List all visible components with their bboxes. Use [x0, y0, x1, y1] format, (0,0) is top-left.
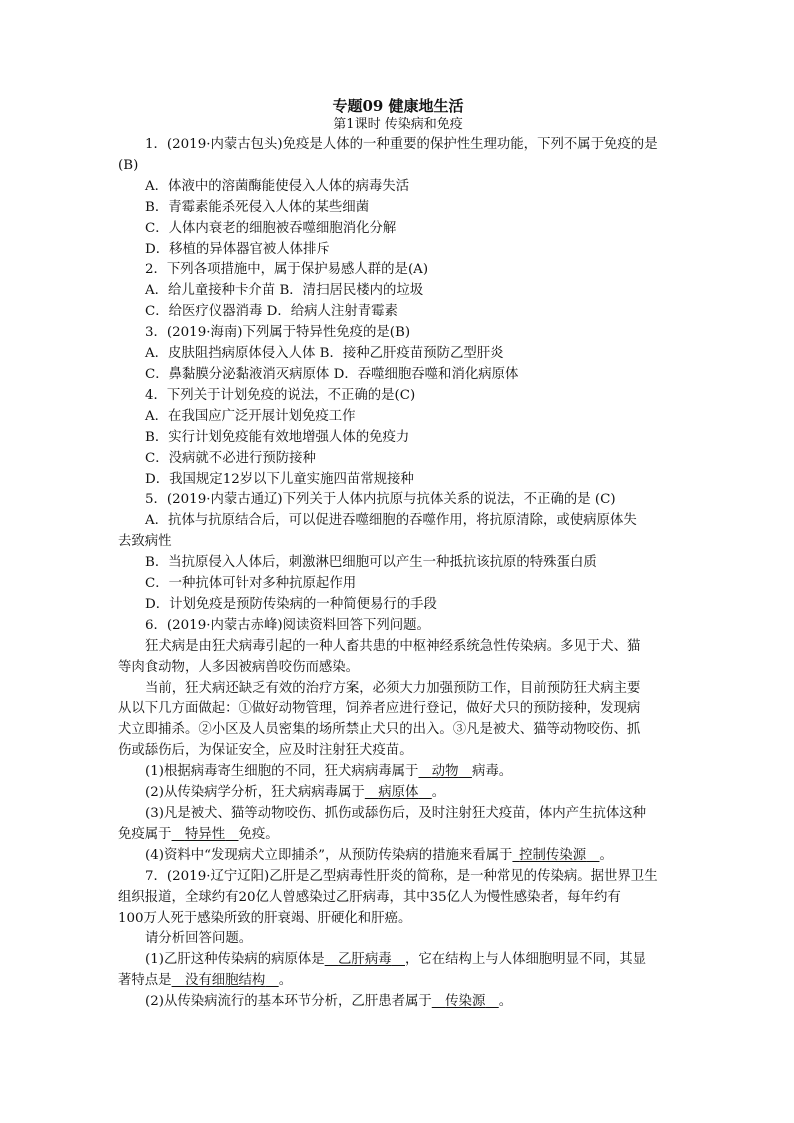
- q1-option-b: B．青霉素能杀死侵入人体的某些细菌: [145, 199, 370, 215]
- q6-passage-line: 伤或舔伤后，为保证安全，应及时注射狂犬疫苗。: [118, 743, 413, 759]
- document-page: [118, 96, 678, 1013]
- q2-options-ab: A．给儿童接种卡介苗 B．清扫居民楼内的垃圾: [145, 283, 424, 299]
- q2-stem: 2．下列各项措施中，属于保护易感人群的是(A): [145, 262, 429, 278]
- q1-stem: 1．(2019·内蒙古包头)免疫是人体的一种重要的保护性生理功能，下列不属于免疫的是: [145, 137, 658, 152]
- q5-option-d: D．计划免疫是预防传染病的一种简便易行的手段: [145, 596, 437, 612]
- q4-option-b: B．实行计划免疫能有效地增强人体的免疫力: [145, 429, 410, 445]
- q5-option-a-cont: 去致病性: [118, 534, 172, 550]
- q6-passage-line: 从以下几方面做起：①做好动物管理，饲养者应进行登记，做好犬只的预防接种，发现病: [118, 701, 641, 717]
- answer-blank: 乙肝病毒: [338, 952, 392, 968]
- q7-stem: 7．(2019·辽宁辽阳)乙肝是乙型病毒性肝炎的简称，是一种常见的传染病。据世界卫生: [145, 868, 658, 884]
- q7-stem-cont: 100万人死于感染所致的肝衰竭、肝硬化和肝癌。: [118, 910, 412, 926]
- q7-instruction: 请分析回答问题。: [145, 931, 253, 947]
- q6-sub3: (3)凡是被犬、猫等动物咬伤、抓伤或舔伤后，及时注射狂犬疫苗，体内产生抗体这种: [145, 806, 647, 821]
- q6-sub1: (1)根据病毒寄生细胞的不同，狂犬病病毒属于 动物 病毒。: [145, 764, 513, 780]
- page-subtitle: 第1课时 传染病和免疫: [333, 117, 463, 132]
- q5-option-c: C．一种抗体可针对多种抗原起作用: [145, 576, 357, 592]
- q6-passage-line: 狂犬病是由狂犬病毒引起的一种人畜共患的中枢神经系统急性传染病。多见于犬、猫: [145, 638, 641, 654]
- q4-option-d: D．我国规定12岁以下儿童实施四苗常规接种: [145, 471, 414, 487]
- q6-passage-line: 犬立即捕杀。②小区及人员密集的场所禁止犬只的出入。③凡是被犬、猫等动物咬伤、抓: [118, 722, 641, 738]
- q1-option-c: C．人体内衰老的细胞被吞噬细胞消化分解: [145, 220, 397, 236]
- q6-passage-line: 等肉食动物，人多因被病兽咬伤而感染。: [118, 659, 360, 675]
- q4-option-c: C．没病就不必进行预防接种: [145, 450, 316, 466]
- q4-option-a: A．在我国应广泛开展计划免疫工作: [145, 408, 356, 424]
- q1-answer: (B): [118, 157, 139, 173]
- q1-option-a: A．体液中的溶菌酶能使侵入人体的病毒失活: [145, 178, 410, 194]
- q2-options-cd: C．给医疗仪器消毒 D．给病人注射青霉素: [145, 304, 398, 320]
- answer-blank: 病原体: [378, 785, 419, 801]
- answer-blank: 特异性: [184, 826, 226, 842]
- q6-stem: 6．(2019·内蒙古赤峰)阅读资料回答下列问题。: [145, 617, 430, 633]
- q3-options-ab: A．皮肤阻挡病原体侵入人体 B．接种乙肝疫苗预防乙型肝炎: [145, 346, 504, 362]
- answer-blank: 传染源: [445, 994, 486, 1010]
- q3-options-cd: C．鼻黏膜分泌黏液消灭病原体 D．吞噬细胞吞噬和消化病原体: [145, 366, 519, 382]
- q5-option-a: A．抗体与抗原结合后，可以促进吞噬细胞的吞噬作用，将抗原清除，或使病原体失: [145, 513, 637, 529]
- answer-blank: 动物: [431, 764, 459, 780]
- q6-passage-line: 当前，狂犬病还缺乏有效的治疗方案，必须大力加强预防工作，目前预防狂犬病主要: [145, 680, 641, 696]
- q6-sub3-cont: 免疫属于 特异性 免疫。: [118, 826, 279, 842]
- q6-sub4: (4)资料中“发现病犬立即捕杀”，从预防传染病的措施来看属于 控制传染源 。: [145, 847, 613, 863]
- q7-sub1-cont: 著特点是 没有细胞结构 。: [118, 973, 293, 989]
- answer-blank: 控制传染源: [519, 847, 587, 863]
- q3-stem: 3．(2019·海南)下列属于特异性免疫的是(B): [145, 325, 411, 341]
- q6-sub2: (2)从传染病学分析，狂犬病病毒属于 病原体 。: [145, 785, 446, 801]
- q5-stem: 5．(2019·内蒙古通辽)下列关于人体内抗原与抗体关系的说法，不正确的是 (C): [145, 492, 616, 508]
- answer-blank: 没有细胞结构: [184, 973, 266, 989]
- page-title: 专题09 健康地生活: [332, 97, 464, 115]
- q7-sub1: (1)乙肝这种传染病的病原体是 乙肝病毒 ，它在结构上与人体细胞明显不同，其显: [145, 952, 647, 968]
- q4-stem: 4．下列关于计划免疫的说法，不正确的是(C): [145, 387, 416, 403]
- q1-option-d: D．移植的异体器官被人体排斥: [145, 241, 330, 257]
- q5-option-b: B．当抗原侵入人体后，刺激淋巴细胞可以产生一种抵抗该抗原的特殊蛋白质: [145, 555, 597, 571]
- q7-sub2: (2)从传染病流行的基本环节分析，乙肝患者属于 传染源 。: [145, 994, 513, 1010]
- q7-stem-cont: 组织报道，全球约有20亿人曾感染过乙肝病毒，其中35亿人为慢性感染者，每年约有: [118, 889, 621, 905]
